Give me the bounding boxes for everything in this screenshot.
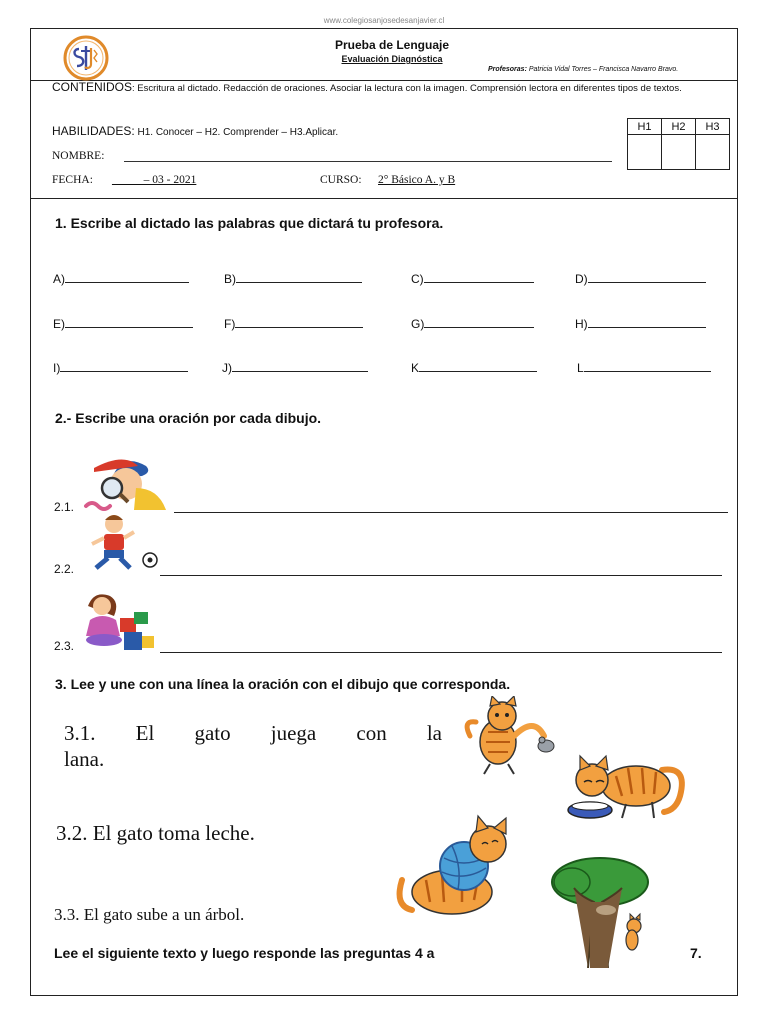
contenidos-text: : Escritura al dictado. Redacción de oraciones. Asociar la lectura con la imagen. Comprensión lectora en diferentes tipos de textos. — [132, 83, 682, 94]
sentence-3-3: 3.3. El gato sube a un árbol. — [54, 905, 245, 924]
cat-mouse-picture — [462, 696, 562, 781]
page-title: Prueba de Lenguaje — [334, 38, 450, 52]
habilidades-label: HABILIDADES: — [52, 124, 135, 138]
blank-label: K — [411, 361, 420, 375]
score-table — [627, 118, 730, 170]
blank-label: I) — [53, 361, 61, 375]
cat-tree-picture — [548, 852, 656, 973]
cat-milk-picture — [566, 740, 690, 829]
sentence-line-2-1[interactable] — [174, 512, 728, 513]
habilidades — [52, 124, 338, 138]
dictation-blank[interactable] — [575, 272, 706, 286]
dictation-blank[interactable] — [53, 361, 188, 375]
girl-blocks-picture — [82, 590, 158, 659]
dictation-blank[interactable] — [224, 317, 363, 331]
page-subtitle: Evaluación Diagnóstica — [341, 54, 443, 64]
habilidades-text: H1. Conocer – H2. Comprender – H3.Aplicar. — [134, 127, 339, 138]
sentence-line-2-3[interactable] — [160, 652, 722, 653]
curso-value: 2° Básico A. y B — [378, 174, 456, 186]
child-magnifier-picture — [82, 448, 172, 517]
sentence-3-1-line-1: 3.1. El gato juega con la — [64, 721, 442, 745]
school-url: www.colegiosanjosedesanjavier.cl — [323, 16, 445, 25]
score-col-h3: H3 — [696, 119, 730, 135]
blank-label: G) — [411, 317, 425, 331]
dictation-blank[interactable] — [411, 361, 537, 375]
contenidos-label: CONTENIDOS — [52, 80, 133, 94]
dictation-blank[interactable] — [575, 317, 706, 331]
score-col-h1: H1 — [628, 119, 662, 135]
score-cell-h3[interactable] — [696, 135, 730, 170]
blank-label: B) — [224, 272, 236, 286]
cat-yarn-picture — [392, 814, 524, 929]
blank-label: C) — [411, 272, 424, 286]
question-3-title: 3. Lee y une con una línea la oración con el dibujo que corresponda. — [55, 676, 511, 692]
sentence-item-2-2-label: 2.2. — [54, 562, 75, 576]
dictation-blank[interactable] — [411, 317, 534, 331]
score-cell-h1[interactable] — [628, 135, 662, 170]
question-1-title: 1. Escribe al dictado las palabras que dictará tu profesora. — [55, 215, 444, 231]
blank-label: A) — [53, 272, 65, 286]
instruction-text: Lee el siguiente texto y luego responde las preguntas 4 a — [54, 945, 435, 961]
score-col-h2: H2 — [662, 119, 696, 135]
school-logo — [55, 34, 117, 82]
blank-label: D) — [575, 272, 588, 286]
score-cell-h2[interactable] — [662, 135, 696, 170]
divider — [30, 198, 738, 199]
fecha-label: FECHA: — [52, 174, 93, 186]
sentence-item-2-3-label: 2.3. — [54, 639, 75, 653]
blank-label: F) — [224, 317, 236, 331]
dictation-blank[interactable] — [53, 317, 193, 331]
dictation-blank[interactable] — [411, 272, 534, 286]
teachers-label: Profesoras: — [488, 66, 527, 73]
blank-label: E) — [53, 317, 65, 331]
sentence-3-2: 3.2. El gato toma leche. — [56, 821, 255, 845]
contenidos — [52, 82, 722, 94]
kid-soccer-picture — [86, 514, 160, 577]
sentence-3-1-line-2: lana. — [64, 747, 105, 771]
dictation-blank[interactable] — [224, 272, 362, 286]
teachers — [488, 66, 678, 73]
blank-label: H) — [575, 317, 588, 331]
teachers-names: Patricia Vidal Torres – Francisca Navarro Bravo. — [528, 66, 679, 73]
instruction-number: 7. — [690, 945, 702, 961]
dictation-blank[interactable] — [222, 361, 368, 375]
nombre-label: NOMBRE: — [52, 150, 105, 162]
divider — [30, 80, 738, 81]
sentence-line-2-2[interactable] — [160, 575, 722, 576]
curso-label: CURSO: — [320, 174, 362, 186]
nombre-field[interactable] — [124, 161, 612, 162]
dictation-blank[interactable] — [53, 272, 189, 286]
blank-label: L — [577, 361, 584, 375]
dictation-blank[interactable] — [577, 361, 711, 375]
sentence-item-2-1-label: 2.1. — [54, 500, 75, 514]
fecha-value[interactable]: _____ – 03 - 2021 — [112, 174, 197, 186]
question-2-title: 2.- Escribe una oración por cada dibujo. — [55, 410, 322, 426]
blank-label: J) — [222, 361, 232, 375]
